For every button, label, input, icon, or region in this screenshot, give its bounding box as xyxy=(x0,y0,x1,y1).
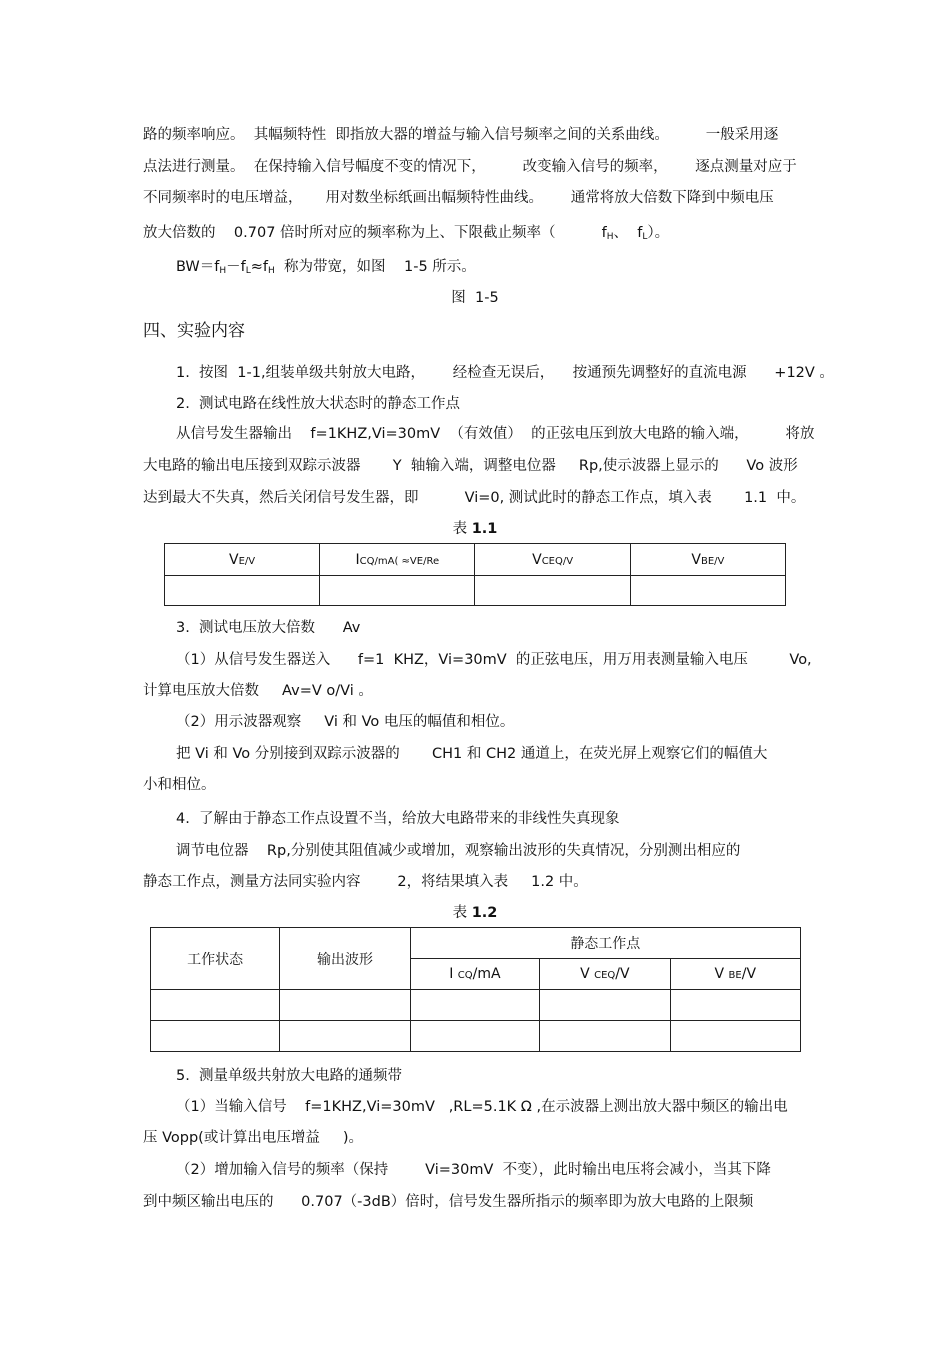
table-cell xyxy=(280,1021,410,1052)
table-header-cell xyxy=(410,959,539,990)
table-header-cell: 工作状态 xyxy=(151,928,280,990)
table-header-cell xyxy=(630,544,785,576)
table-cell xyxy=(320,576,475,606)
text: I xyxy=(449,966,458,982)
bandwidth-line xyxy=(176,258,476,280)
table-cell xyxy=(670,1021,800,1052)
table-header-cell xyxy=(540,959,670,990)
paragraph-line: （2）增加输入信号的频率（保持 Vi=30mV 不变），此时输出电压将会减小，当其下降 xyxy=(176,1162,771,1178)
text: BW＝f xyxy=(176,259,220,275)
text: 放大倍数的 0.707 倍时所对应的频率称为上、下限截止频率（ f xyxy=(143,225,607,241)
paragraph-line xyxy=(143,224,669,246)
paragraph-line: 到中频区输出电压的 0.707（-3dB）倍时，信号发生器所指示的频率即为放大电路的上限频 xyxy=(143,1194,754,1210)
paragraph-line: 静态工作点，测量方法同实验内容 2，将结果填入表 1.2 中。 xyxy=(143,874,588,890)
paragraph-line: （1）从信号发生器送入 f=1 KHZ，Vi=30mV 的正弦电压，用万用表测量输入电压 Vo, xyxy=(176,652,812,668)
item-1: 1. 按图 1-1,组装单级共射放大电路， 经检查无误后， 按通预先调整好的直流电源 +12V 。 xyxy=(176,365,834,381)
text: 表 xyxy=(452,521,472,537)
item-4: 4. 了解由于静态工作点设置不当，给放大电路带来的非线性失真现象 xyxy=(176,811,620,827)
text: V xyxy=(532,551,542,568)
text: CQ xyxy=(457,970,473,981)
paragraph-line: 大电路的输出电压接到双踪示波器 Y 轴输入端，调整电位器 Rp,使示波器上显示的 Vo 波形 xyxy=(143,458,798,474)
text: E/Re xyxy=(416,555,440,567)
paragraph-line: 路的频率响应。 其幅频特性 即指放大器的增益与输入信号频率之间的关系曲线。 一般采用逐 xyxy=(143,127,779,143)
subscript: H xyxy=(268,266,275,276)
text: /V xyxy=(615,966,630,982)
subscript: H xyxy=(219,266,227,276)
paragraph-line: （1）当输入信号 f=1KHZ,Vi=30mV ,RL=5.1K Ω ,在示波器上测出放大器中频区的输出电 xyxy=(176,1099,788,1115)
text: ≈f xyxy=(250,259,269,275)
table-cell xyxy=(410,990,539,1021)
table-header-cell: 输出波形 xyxy=(280,928,410,990)
paragraph-line: 不同频率时的电压增益， 用对数坐标纸画出幅频特性曲线。 通常将放大倍数下降到中频电压 xyxy=(143,190,774,206)
text: CEQ/V xyxy=(541,555,574,567)
subscript: L xyxy=(245,266,251,276)
text: －f xyxy=(226,259,246,275)
text: V xyxy=(714,966,729,982)
paragraph-line: 调节电位器 Rp,分别使其阻值减少或增加，观察输出波形的失真情况，分别测出相应的 xyxy=(176,843,741,859)
paragraph-line: 达到最大不失真，然后关闭信号发生器，即 Vi=0, 测试此时的静态工作点，填入表 1.1 中。 xyxy=(143,490,806,506)
text: /V xyxy=(741,966,757,982)
text: 、 f xyxy=(613,225,643,241)
table-cell xyxy=(540,990,670,1021)
paragraph-line: 从信号发生器输出 f=1KHZ,Vi=30mV （有效值） 的正弦电压到放大电路的输入端， 将放 xyxy=(176,426,815,442)
paragraph-line: 计算电压放大倍数 Av=V o/Vi 。 xyxy=(143,683,373,699)
item-3: 3. 测试电压放大倍数 Av xyxy=(176,620,361,636)
table-caption xyxy=(0,520,950,538)
table-1-1 xyxy=(164,543,786,606)
table-cell xyxy=(630,576,785,606)
table-header-cell xyxy=(165,544,320,576)
text: BE/V xyxy=(700,555,725,567)
table-caption xyxy=(0,904,950,922)
text: 称为带宽，如图 1-5 所示。 xyxy=(274,259,476,275)
item-5: 5. 测量单级共射放大电路的通频带 xyxy=(176,1068,403,1084)
text: 1.2 xyxy=(471,905,498,921)
table-header-cell xyxy=(475,544,630,576)
table-cell xyxy=(540,1021,670,1052)
section-heading: 四、实验内容 xyxy=(143,321,245,341)
text: BE xyxy=(728,970,742,981)
paragraph-line: 小和相位。 xyxy=(143,777,216,793)
table-cell xyxy=(151,1021,280,1052)
table-cell xyxy=(280,990,410,1021)
text: 1.1 xyxy=(471,521,498,537)
table-cell xyxy=(151,990,280,1021)
table-header-cell xyxy=(670,959,800,990)
text: E/V xyxy=(238,555,256,567)
subscript: H xyxy=(606,232,614,242)
text: I xyxy=(355,551,360,568)
paragraph-line: 把 Vi 和 Vo 分别接到双踪示波器的 CH1 和 CH2 通道上，在荧光屏上观察它们的幅值大 xyxy=(176,746,768,762)
paragraph-line: 压 Vopp(或计算出电压增益 )。 xyxy=(143,1130,364,1146)
item-2: 2. 测试电路在线性放大状态时的静态工作点 xyxy=(176,396,461,412)
table-cell xyxy=(670,990,800,1021)
text: 表 xyxy=(452,905,472,921)
table-cell xyxy=(165,576,320,606)
subscript: L xyxy=(642,232,648,242)
figure-caption: 图 1-5 xyxy=(451,290,499,306)
text: CEQ xyxy=(594,970,616,981)
paragraph-line: 点法进行测量。 在保持输入信号幅度不变的情况下， 改变输入信号的频率， 逐点测量对应于 xyxy=(143,159,797,175)
table-cell xyxy=(475,576,630,606)
paragraph-line: （2）用示波器观察 Vi 和 Vo 电压的幅值和相位。 xyxy=(176,714,515,730)
text: V xyxy=(580,966,595,982)
text: CQ/mA( ≈V xyxy=(359,555,417,567)
text: ）。 xyxy=(647,225,670,241)
text: /mA xyxy=(472,966,501,982)
text: V xyxy=(691,551,701,568)
table-cell xyxy=(410,1021,539,1052)
table-1-2 xyxy=(150,927,801,1052)
table-header-cell: 静态工作点 xyxy=(410,928,800,959)
text: V xyxy=(229,551,239,568)
table-header-cell xyxy=(320,544,475,576)
